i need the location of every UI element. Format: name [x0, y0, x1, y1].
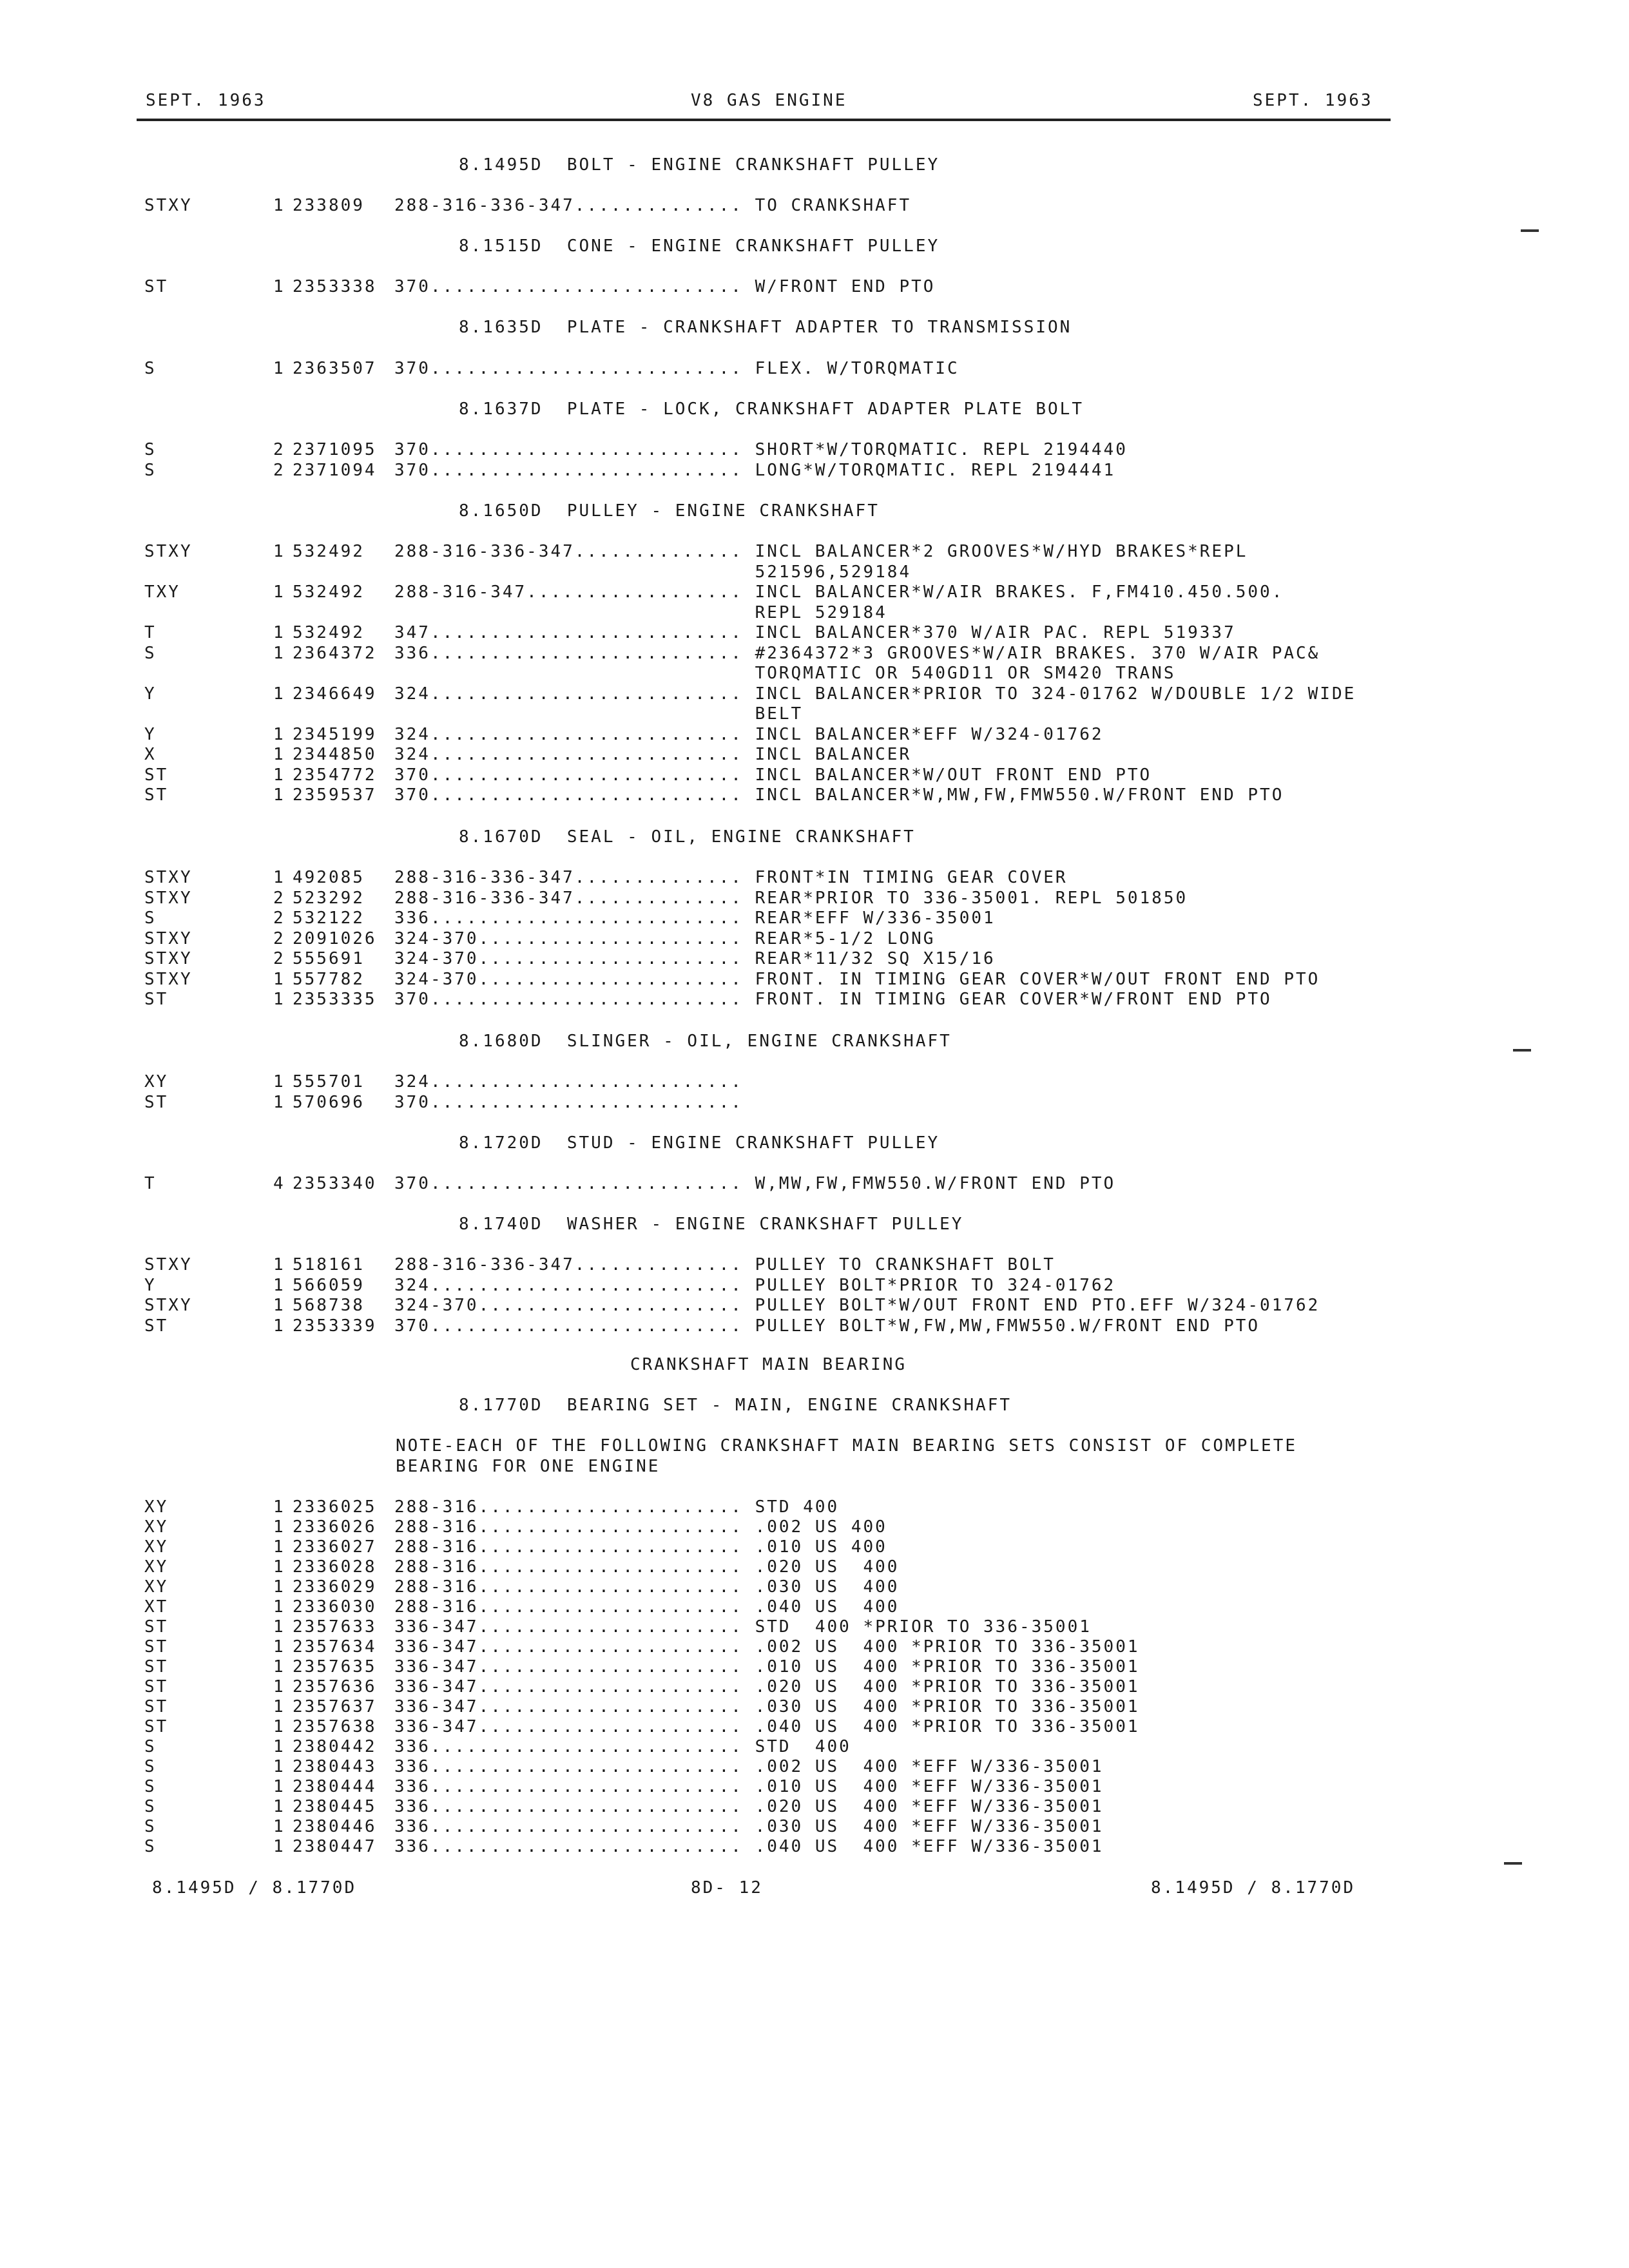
- row-part-number: 532492: [293, 623, 365, 642]
- row-qty: 1: [273, 1817, 285, 1836]
- row-part-number: 523292: [293, 889, 365, 908]
- row-qty: 1: [273, 1316, 285, 1336]
- row-models: ST: [144, 1617, 169, 1637]
- row-description: 336.......................... .020 US 400 *EFF W/336-35001: [394, 1797, 1104, 1816]
- row-models: S: [144, 1797, 157, 1816]
- section-heading: 8.1680D SLINGER - OIL, ENGINE CRANKSHAFT: [459, 1032, 952, 1051]
- row-part-number: 555691: [293, 949, 365, 968]
- section-heading: 8.1770D BEARING SET - MAIN, ENGINE CRANKSHAFT: [459, 1396, 1012, 1415]
- row-models: ST: [144, 765, 169, 785]
- row-qty: 1: [273, 582, 285, 602]
- row-description: 370.......................... SHORT*W/TORQMATIC. REPL 2194440: [394, 440, 1128, 459]
- row-qty: 1: [273, 1757, 285, 1776]
- row-models: Y: [144, 684, 157, 704]
- row-description: BELT: [394, 704, 804, 724]
- row-models: STXY: [144, 949, 193, 968]
- row-description: 288-316...................... .040 US 400: [394, 1597, 900, 1617]
- row-part-number: 2357637: [293, 1697, 377, 1716]
- row-models: XY: [144, 1577, 169, 1597]
- row-description: 324.......................... PULLEY BOLT*PRIOR TO 324-01762: [394, 1276, 1116, 1295]
- row-qty: 1: [273, 196, 285, 215]
- section-heading: 8.1515D CONE - ENGINE CRANKSHAFT PULLEY: [459, 236, 940, 256]
- row-description: 324-370...................... FRONT. IN TIMING GEAR COVER*W/OUT FRONT END PTO: [394, 970, 1320, 989]
- row-qty: 1: [273, 990, 285, 1009]
- row-qty: 1: [273, 1577, 285, 1597]
- margin-mark: [1521, 229, 1539, 232]
- row-description: 324.......................... INCL BALANCER*EFF W/324-01762: [394, 725, 1104, 744]
- margin-mark: [1504, 1862, 1522, 1865]
- row-description: 347.......................... INCL BALANCER*370 W/AIR PAC. REPL 519337: [394, 623, 1236, 642]
- row-part-number: 2380443: [293, 1757, 377, 1776]
- row-part-number: 2336029: [293, 1577, 377, 1597]
- row-part-number: 2336028: [293, 1557, 377, 1577]
- row-models: Y: [144, 1276, 157, 1295]
- row-description: 324.......................... INCL BALANCER*PRIOR TO 324-01762 W/DOUBLE 1/2 WIDE: [394, 684, 1356, 704]
- row-description: 370.......................... INCL BALANCER*W/OUT FRONT END PTO: [394, 765, 1152, 785]
- row-description: 336-347...................... .040 US 400 *PRIOR TO 336-35001: [394, 1717, 1140, 1736]
- row-models: ST: [144, 990, 169, 1009]
- footer-page-number: 8D- 12: [691, 1878, 763, 1898]
- row-models: ST: [144, 1697, 169, 1716]
- header-left: SEPT. 1963: [146, 91, 266, 110]
- section-heading: 8.1670D SEAL - OIL, ENGINE CRANKSHAFT: [459, 827, 916, 847]
- row-qty: 1: [273, 1276, 285, 1295]
- row-qty: 1: [273, 542, 285, 561]
- row-models: S: [144, 1777, 157, 1796]
- header-rule: [137, 119, 1391, 121]
- row-description: 288-316-347.................. INCL BALANCER*W/AIR BRAKES. F,FM410.450.500.: [394, 582, 1284, 602]
- row-qty: 2: [273, 461, 285, 480]
- row-part-number: 566059: [293, 1276, 365, 1295]
- row-part-number: 532492: [293, 542, 365, 561]
- row-description: 370.......................... W/FRONT END PTO: [394, 277, 936, 296]
- row-qty: 1: [273, 765, 285, 785]
- row-qty: 1: [273, 277, 285, 296]
- row-description: 324..........................: [394, 1072, 743, 1091]
- row-part-number: 2353340: [293, 1174, 377, 1193]
- row-models: S: [144, 908, 157, 928]
- row-part-number: 518161: [293, 1255, 365, 1274]
- row-part-number: 532492: [293, 582, 365, 602]
- row-models: XY: [144, 1072, 169, 1091]
- row-part-number: 2380442: [293, 1737, 377, 1756]
- row-part-number: 557782: [293, 970, 365, 989]
- footer-right: 8.1495D / 8.1770D: [1151, 1878, 1356, 1898]
- row-qty: 4: [273, 1174, 285, 1193]
- row-qty: 1: [273, 1072, 285, 1091]
- row-description: 288-316...................... .020 US 400: [394, 1557, 900, 1577]
- row-qty: 1: [273, 1777, 285, 1796]
- row-description: 288-316...................... .002 US 400: [394, 1517, 887, 1537]
- row-models: STXY: [144, 196, 193, 215]
- footer-left: 8.1495D / 8.1770D: [152, 1878, 357, 1898]
- row-models: TXY: [144, 582, 180, 602]
- row-description: 336.......................... #2364372*3 GROOVES*W/AIR BRAKES. 370 W/AIR PAC&: [394, 644, 1320, 663]
- row-models: XY: [144, 1557, 169, 1577]
- row-qty: 1: [273, 1677, 285, 1696]
- row-part-number: 2353339: [293, 1316, 377, 1336]
- row-models: ST: [144, 1093, 169, 1112]
- row-description: 370.......................... INCL BALANCER*W,MW,FW,FMW550.W/FRONT END PTO: [394, 785, 1284, 805]
- row-qty: 1: [273, 1797, 285, 1816]
- row-description: 336.......................... .040 US 400 *EFF W/336-35001: [394, 1837, 1104, 1856]
- row-description: 370.......................... LONG*W/TORQMATIC. REPL 2194441: [394, 461, 1116, 480]
- row-description: 288-316...................... .030 US 400: [394, 1577, 900, 1597]
- row-models: S: [144, 440, 157, 459]
- row-part-number: 2353338: [293, 277, 377, 296]
- row-description: 324-370...................... REAR*5-1/2 LONG: [394, 929, 936, 948]
- row-models: S: [144, 359, 157, 378]
- row-models: S: [144, 461, 157, 480]
- row-part-number: 2091026: [293, 929, 377, 948]
- row-part-number: 2346649: [293, 684, 377, 704]
- row-models: ST: [144, 785, 169, 805]
- row-qty: 1: [273, 1517, 285, 1537]
- row-description: 370.......................... FRONT. IN TIMING GEAR COVER*W/FRONT END PTO: [394, 990, 1272, 1009]
- margin-mark: [1513, 1049, 1531, 1052]
- row-models: STXY: [144, 1296, 193, 1315]
- row-models: STXY: [144, 929, 193, 948]
- section-heading: 8.1635D PLATE - CRANKSHAFT ADAPTER TO TRANSMISSION: [459, 318, 1072, 337]
- row-part-number: 2371094: [293, 461, 377, 480]
- row-part-number: 2359537: [293, 785, 377, 805]
- row-qty: 2: [273, 949, 285, 968]
- row-description: 288-316...................... .010 US 400: [394, 1537, 887, 1557]
- row-part-number: 2380447: [293, 1837, 377, 1856]
- row-qty: 1: [273, 970, 285, 989]
- row-part-number: 2371095: [293, 440, 377, 459]
- section-heading: 8.1650D PULLEY - ENGINE CRANKSHAFT: [459, 501, 880, 521]
- row-models: Y: [144, 725, 157, 744]
- row-models: STXY: [144, 542, 193, 561]
- row-models: X: [144, 745, 157, 764]
- row-description: 288-316-336-347.............. INCL BALANCER*2 GROOVES*W/HYD BRAKES*REPL: [394, 542, 1248, 561]
- row-part-number: 532122: [293, 908, 365, 928]
- row-models: S: [144, 1737, 157, 1756]
- row-description: 370.......................... FLEX. W/TORQMATIC: [394, 359, 959, 378]
- row-part-number: 2363507: [293, 359, 377, 378]
- row-description: 336.......................... .002 US 400 *EFF W/336-35001: [394, 1757, 1104, 1776]
- row-part-number: 2345199: [293, 725, 377, 744]
- row-description: 521596,529184: [394, 562, 912, 582]
- row-qty: 1: [273, 785, 285, 805]
- row-description: 324-370...................... PULLEY BOLT*W/OUT FRONT END PTO.EFF W/324-01762: [394, 1296, 1320, 1315]
- row-part-number: 2357635: [293, 1657, 377, 1677]
- header-title: V8 GAS ENGINE: [691, 91, 847, 110]
- row-description: 288-316-336-347.............. TO CRANKSHAFT: [394, 196, 912, 215]
- row-qty: 1: [273, 745, 285, 764]
- row-part-number: 2357638: [293, 1717, 377, 1736]
- row-models: ST: [144, 1677, 169, 1696]
- row-models: S: [144, 1817, 157, 1836]
- row-description: 288-316-336-347.............. PULLEY TO CRANKSHAFT BOLT: [394, 1255, 1055, 1274]
- row-models: ST: [144, 277, 169, 296]
- row-models: XY: [144, 1497, 169, 1517]
- row-description: 336.......................... .030 US 400 *EFF W/336-35001: [394, 1817, 1104, 1836]
- row-description: 288-316-336-347.............. FRONT*IN TIMING GEAR COVER: [394, 868, 1068, 887]
- row-qty: 1: [273, 1497, 285, 1517]
- row-qty: 1: [273, 359, 285, 378]
- row-description: 370.......................... PULLEY BOLT*W,FW,MW,FMW550.W/FRONT END PTO: [394, 1316, 1260, 1336]
- row-part-number: 2357634: [293, 1637, 377, 1657]
- row-qty: 1: [273, 1597, 285, 1617]
- row-qty: 1: [273, 1837, 285, 1856]
- row-models: S: [144, 644, 157, 663]
- group-title: CRANKSHAFT MAIN BEARING: [630, 1355, 907, 1374]
- row-part-number: 2336025: [293, 1497, 377, 1517]
- row-qty: 2: [273, 889, 285, 908]
- row-qty: 2: [273, 929, 285, 948]
- row-qty: 1: [273, 868, 285, 887]
- row-qty: 1: [273, 1255, 285, 1274]
- row-models: S: [144, 1757, 157, 1776]
- row-description: 336-347...................... STD 400 *PRIOR TO 336-35001: [394, 1617, 1092, 1637]
- row-description: 336-347...................... .002 US 400 *PRIOR TO 336-35001: [394, 1637, 1140, 1657]
- row-description: 336-347...................... .020 US 400 *PRIOR TO 336-35001: [394, 1677, 1140, 1696]
- note-line: BEARING FOR ONE ENGINE: [396, 1457, 660, 1476]
- row-part-number: 2344850: [293, 745, 377, 764]
- row-description: 336-347...................... .030 US 400 *PRIOR TO 336-35001: [394, 1697, 1140, 1716]
- row-part-number: 570696: [293, 1093, 365, 1112]
- row-models: T: [144, 1174, 157, 1193]
- row-models: ST: [144, 1657, 169, 1677]
- row-models: STXY: [144, 889, 193, 908]
- row-description: 324.......................... INCL BALANCER: [394, 745, 912, 764]
- row-part-number: 2354772: [293, 765, 377, 785]
- row-models: STXY: [144, 868, 193, 887]
- row-qty: 1: [273, 684, 285, 704]
- row-part-number: 2364372: [293, 644, 377, 663]
- row-description: 288-316-336-347.............. REAR*PRIOR TO 336-35001. REPL 501850: [394, 889, 1188, 908]
- row-qty: 1: [273, 623, 285, 642]
- row-part-number: 2380445: [293, 1797, 377, 1816]
- section-heading: 8.1637D PLATE - LOCK, CRANKSHAFT ADAPTER PLATE BOLT: [459, 399, 1084, 419]
- row-models: ST: [144, 1637, 169, 1657]
- row-qty: 1: [273, 644, 285, 663]
- row-models: STXY: [144, 970, 193, 989]
- section-heading: 8.1740D WASHER - ENGINE CRANKSHAFT PULLEY: [459, 1215, 964, 1234]
- row-part-number: 233809: [293, 196, 365, 215]
- row-part-number: 2380446: [293, 1817, 377, 1836]
- row-qty: 1: [273, 1637, 285, 1657]
- row-models: ST: [144, 1717, 169, 1736]
- row-description: REPL 529184: [394, 603, 887, 622]
- row-description: 324-370...................... REAR*11/32 SQ X15/16: [394, 949, 996, 968]
- row-part-number: 555701: [293, 1072, 365, 1091]
- row-description: 370..........................: [394, 1093, 743, 1112]
- row-models: ST: [144, 1316, 169, 1336]
- row-description: 336-347...................... .010 US 400 *PRIOR TO 336-35001: [394, 1657, 1140, 1677]
- row-qty: 1: [273, 1557, 285, 1577]
- section-heading: 8.1495D BOLT - ENGINE CRANKSHAFT PULLEY: [459, 155, 940, 175]
- row-description: 288-316...................... STD 400: [394, 1497, 840, 1517]
- row-qty: 1: [273, 1737, 285, 1756]
- note-line: NOTE-EACH OF THE FOLLOWING CRANKSHAFT MAIN BEARING SETS CONSIST OF COMPLETE: [396, 1436, 1297, 1456]
- row-part-number: 2336027: [293, 1537, 377, 1557]
- row-part-number: 2380444: [293, 1777, 377, 1796]
- row-qty: 2: [273, 440, 285, 459]
- row-description: 336.......................... STD 400: [394, 1737, 851, 1756]
- row-qty: 1: [273, 1697, 285, 1716]
- section-heading: 8.1720D STUD - ENGINE CRANKSHAFT PULLEY: [459, 1133, 940, 1153]
- row-models: STXY: [144, 1255, 193, 1274]
- row-part-number: 2353335: [293, 990, 377, 1009]
- row-qty: 1: [273, 1296, 285, 1315]
- row-part-number: 2336030: [293, 1597, 377, 1617]
- row-qty: 1: [273, 725, 285, 744]
- row-part-number: 2336026: [293, 1517, 377, 1537]
- row-qty: 1: [273, 1717, 285, 1736]
- row-part-number: 492085: [293, 868, 365, 887]
- row-description: 370.......................... W,MW,FW,FMW550.W/FRONT END PTO: [394, 1174, 1116, 1193]
- row-models: XY: [144, 1517, 169, 1537]
- row-part-number: 2357633: [293, 1617, 377, 1637]
- row-qty: 1: [273, 1617, 285, 1637]
- row-description: 336.......................... .010 US 400 *EFF W/336-35001: [394, 1777, 1104, 1796]
- row-models: T: [144, 623, 157, 642]
- row-qty: 1: [273, 1537, 285, 1557]
- row-part-number: 2357636: [293, 1677, 377, 1696]
- row-models: XT: [144, 1597, 169, 1617]
- row-qty: 1: [273, 1657, 285, 1677]
- row-part-number: 568738: [293, 1296, 365, 1315]
- row-models: S: [144, 1837, 157, 1856]
- header-right: SEPT. 1963: [1253, 91, 1373, 110]
- row-models: XY: [144, 1537, 169, 1557]
- row-description: TORQMATIC OR 540GD11 OR SM420 TRANS: [394, 664, 1176, 683]
- row-qty: 2: [273, 908, 285, 928]
- row-qty: 1: [273, 1093, 285, 1112]
- row-description: 336.......................... REAR*EFF W/336-35001: [394, 908, 996, 928]
